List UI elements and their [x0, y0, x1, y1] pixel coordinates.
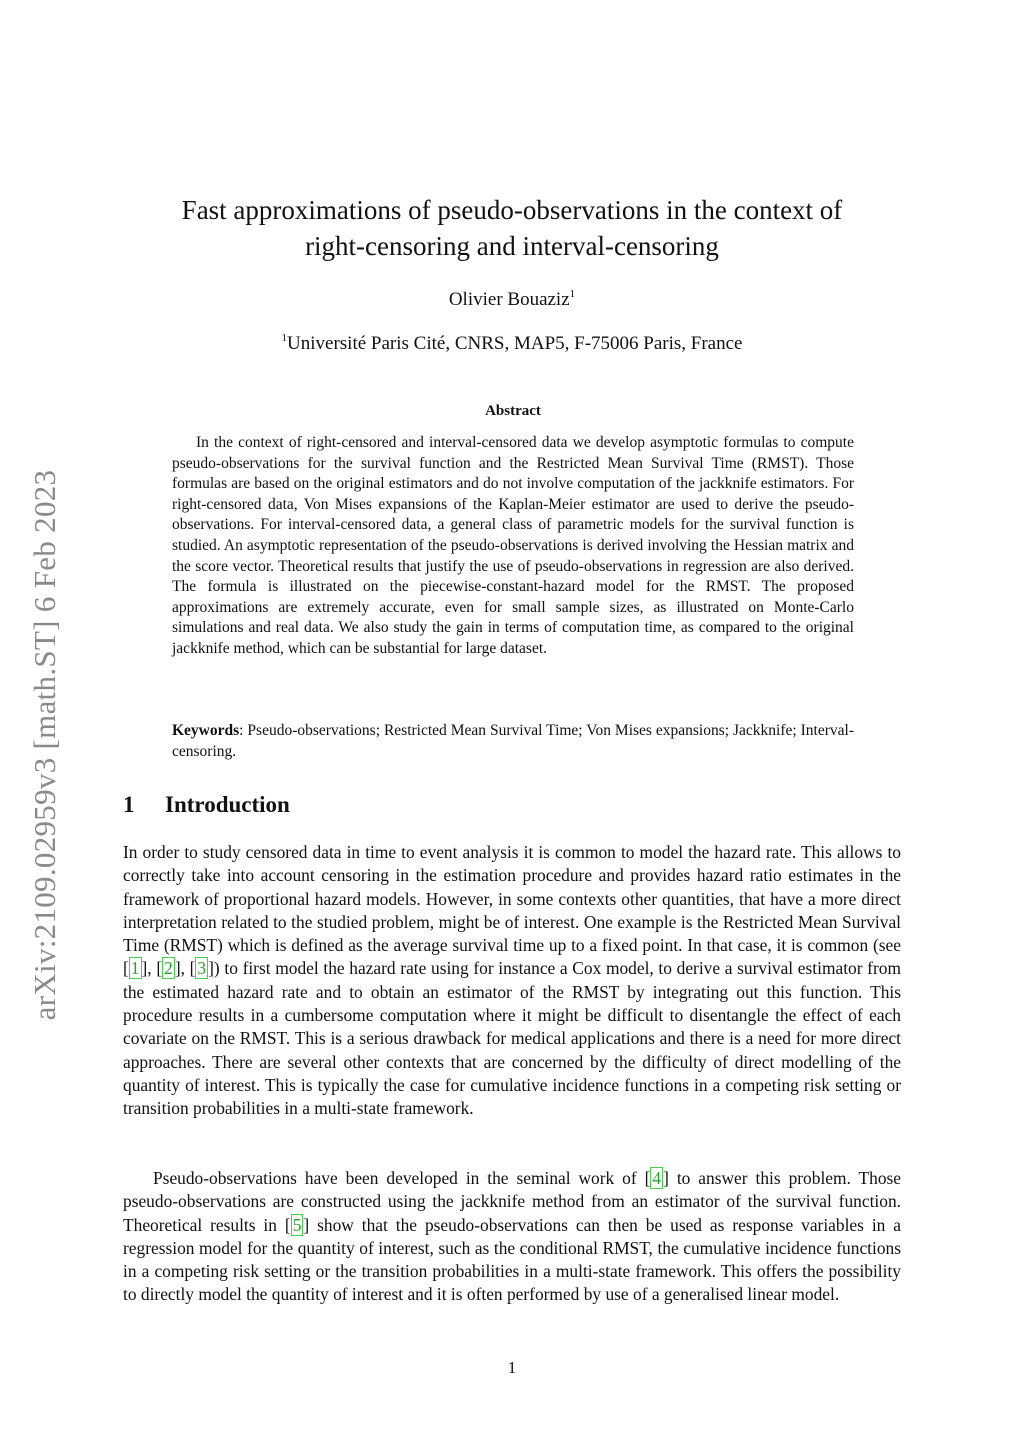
section-number: 1 [123, 792, 135, 817]
page-number: 1 [507, 1358, 517, 1377]
paragraph-text: ) to first model the hazard rate using for instance a Cox model, to derive a survival estimator from the estimated hazard rate and to obtain an estimator of the RMST by integrating out this function. This procedure results in a cumbersome computation where it might be difficult to disentangle the effect of each covariate on the RMST. This is a serious drawback for medical applications and there is a need for more direct approaches. There are several other contexts that are concerned by the difficulty of direct modelling of the quantity of interest. This is typically the case for cumulative incidence functions in a competing risk setting or transition probabilities in a multi-state framework. [123, 958, 901, 1119]
author [120, 288, 904, 311]
intro-paragraph-1: In order to study censored data in time to event analysis it is common to model the hazard rate. This allows to correctly take into account censoring in the estimation procedure and provides hazard ratio estimates in the framework of proportional hazard models. However, in some contexts other quantities, that have a more direct interpretation related to the studied problem, might be of interest. One example is the Restricted Mean Survival Time (RMST) which is defined as the average survival time up to a fixed point. In that case, it is common (see [ 1 ], [ 2 ], [ 3 ]) to first model the hazard rate using for instance a Cox model, to derive a survival estimator from the estimated hazard rate and to obtain an estimator of the RMST by integrating out this function. This procedure results in a cumbersome computation where it might be difficult to disentangle the effect of each covariate on the RMST. This is a serious drawback for medical applications and there is a need for more direct approaches. There are several other contexts that are concerned by the difficulty of direct modelling of the quantity of interest. This is typically the case for cumulative incidence functions in a competing risk setting or transition probabilities in a multi-state framework. [123, 842, 901, 1119]
abstract-heading: Abstract [485, 403, 541, 419]
citation-link-2[interactable]: 2 [164, 958, 173, 979]
keywords-text: : Pseudo-observations; Restricted Mean Survival Time; Von Mises expansions; Jackknife; Interval-censoring. [172, 722, 854, 760]
keywords [172, 721, 854, 762]
arxiv-identifier: arXiv:2109.02959v3 [math.ST] 6 Feb 2023 [27, 469, 62, 1021]
citation-link-3[interactable]: 3 [197, 958, 207, 979]
paragraph-text: show that the pseudo-observations can then be used as response variables in a regression model for the quantity of interest, such as the conditional RMST, the cumulative incidence functions in a competing risk setting or the transition probabilities in a multi-state framework. This offers the possibility to directly model the quantity of interest and it is often performed by use of a generalised linear model. [123, 1214, 901, 1305]
section-heading [123, 792, 290, 818]
affiliation-text: Université Paris Cité, CNRS, MAP5, F-75006 Paris, France [287, 333, 743, 354]
author-affiliation-mark: 1 [569, 288, 576, 300]
section-title: Introduction [165, 792, 290, 817]
keywords-label: Keywords [172, 722, 240, 739]
citation-link-4[interactable]: 4 [652, 1168, 662, 1188]
abstract-body: In the context of right-censored and interval-censored data we develop asymptotic formulas to compute pseudo-observations for the survival function and the Restricted Mean Survival Time (RMST). Those formulas are based on the original estimators and do not involve computation of the jackknife estimators. For right-censored data, Von Mises expansions of the Kaplan-Meier estimator are used to derive the pseudo-observations. For interval-censored data, a general class of parametric models for the survival function is studied. An asymptotic representation of the pseudo-observations is derived involving the Hessian matrix and the score vector. Theoretical results that justify the use of pseudo-observations in regression are also derived. The formula is illustrated on the piecewise-constant-hazard model for the RMST. The proposed approximations are extremely accurate, even for small sample sizes, as illustrated on Monte-Carlo simulations and real data. We also study the gain in terms of computation time, as compared to the original jackknife method, which can be substantial for large dataset. [172, 434, 854, 657]
paper-title [120, 192, 904, 264]
paragraph-text: In order to study censored data in time to event analysis it is common to model the hazard rate. This allows to correctly take into account censoring in the estimation procedure and provides hazard ratio estimates in the framework of proportional hazard models. However, in some contexts other quantities, that have a more direct interpretation related to the studied problem, might be of interest. One example is the Restricted Mean Survival Time (RMST) which is defined as the average survival time up to a fixed point. In that case, it is common (see [123, 842, 901, 956]
citation-link-5[interactable]: 5 [292, 1214, 302, 1235]
citation-link-1[interactable]: 1 [130, 958, 140, 979]
paragraph-text: Pseudo-observations have been developed in the seminal work of [153, 1168, 645, 1188]
affiliation-mark: 1 [281, 332, 288, 344]
title-line-1: Fast approximations of pseudo-observations in the context of [181, 195, 843, 225]
author-name: Olivier Bouaziz [448, 289, 570, 310]
affiliation [120, 332, 904, 355]
paragraph-text: to answer this problem. Those pseudo-observations are constructed using the jackknife method from an estimator of the survival function. Theoretical results in [123, 1168, 901, 1235]
intro-paragraph-2: Pseudo-observations have been developed in the seminal work of [ 4 ] to answer this problem. Those pseudo-observations are constructed using the jackknife method from an estimator of the survival function. Theoretical results in [ 5 ] show that the pseudo-observations can then be used as response variables in a regression model for the quantity of interest, such as the conditional RMST, the cumulative incidence functions in a competing risk setting or the transition probabilities in a multi-state framework. This offers the possibility to directly model the quantity of interest and it is often performed by use of a generalised linear model. [123, 1168, 901, 1305]
title-line-2: right-censoring and interval-censoring [305, 231, 719, 261]
